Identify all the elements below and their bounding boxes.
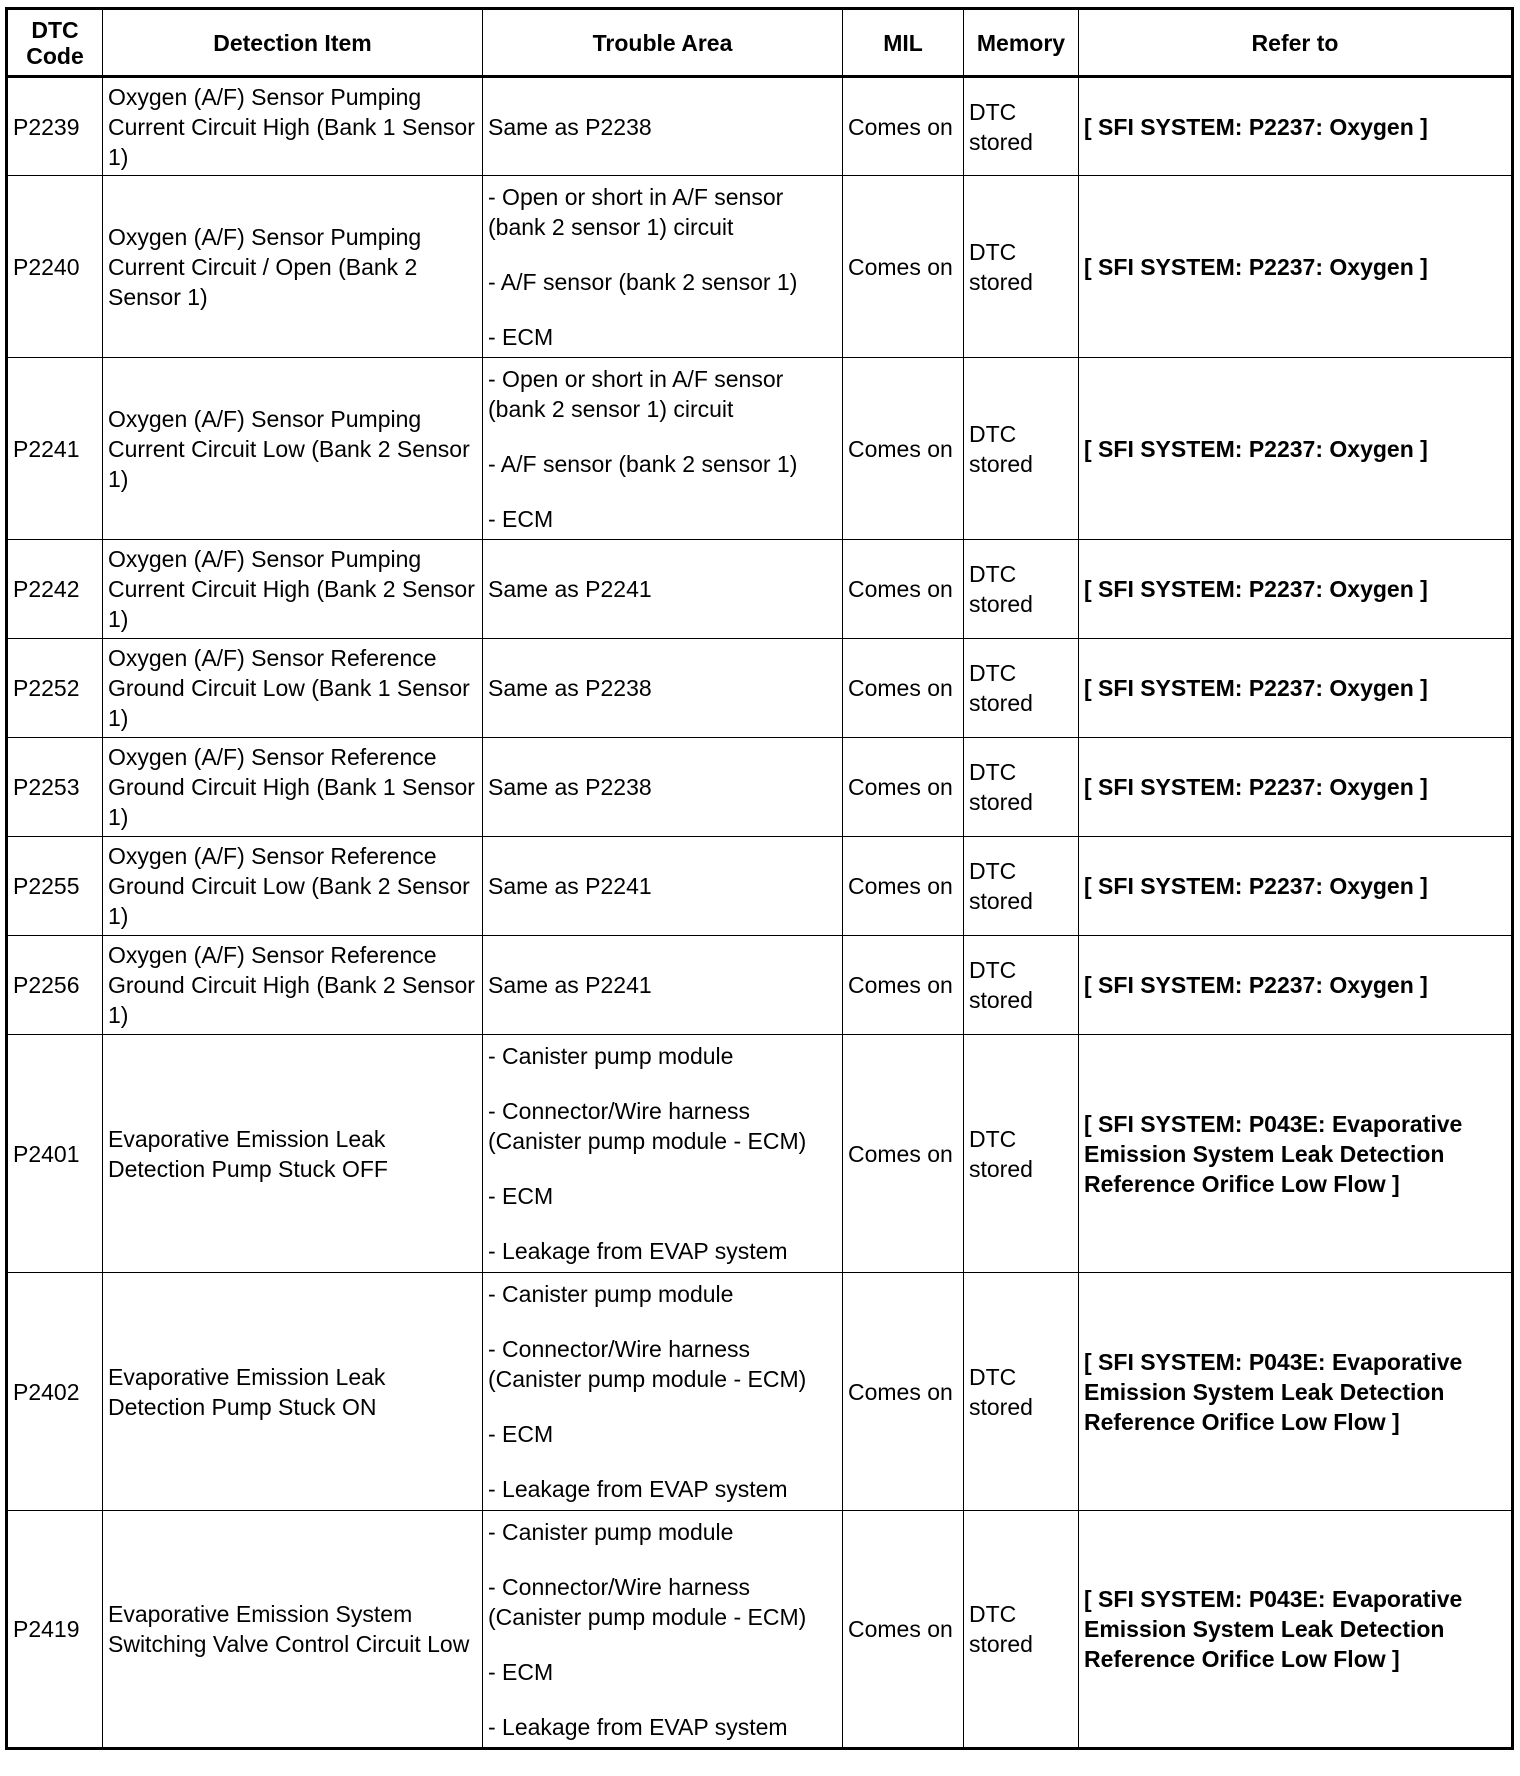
table-row (7, 1511, 1513, 1749)
detection-item-cell: Evaporative Emission System Switching Valve Control Circuit Low (103, 1511, 483, 1749)
trouble-area-cell (483, 176, 843, 358)
trouble-area-cell (483, 639, 843, 738)
memory-cell: DTC stored (964, 1035, 1079, 1273)
mil-cell: Comes on (843, 936, 964, 1035)
dtc-code-cell: P2242 (7, 540, 103, 639)
trouble-area-item: - Canister pump module (488, 1281, 734, 1307)
table-row (7, 77, 1513, 176)
header-dtc-code (7, 9, 103, 77)
header-dtc-line2: Code (26, 42, 84, 69)
mil-cell: Comes on (843, 837, 964, 936)
dtc-code-cell: P2255 (7, 837, 103, 936)
table-row (7, 176, 1513, 358)
trouble-area-item: Same as P2241 (488, 972, 652, 998)
memory-cell: DTC stored (964, 540, 1079, 639)
trouble-area-cell (483, 738, 843, 837)
trouble-area-cell (483, 1511, 843, 1749)
mil-cell: Comes on (843, 1273, 964, 1511)
dtc-code-cell: P2253 (7, 738, 103, 837)
table-row (7, 936, 1513, 1035)
memory-cell: DTC stored (964, 837, 1079, 936)
refer-to-cell: [ SFI SYSTEM: P2237: Oxygen ] (1079, 77, 1513, 176)
table-row (7, 639, 1513, 738)
mil-cell: Comes on (843, 358, 964, 540)
mil-cell: Comes on (843, 1035, 964, 1273)
trouble-area-item: - Canister pump module (488, 1043, 734, 1069)
table-row (7, 1035, 1513, 1273)
refer-to-cell: [ SFI SYSTEM: P2237: Oxygen ] (1079, 176, 1513, 358)
trouble-area-item: - ECM (488, 1183, 554, 1209)
header-memory: Memory (964, 9, 1079, 77)
mil-cell: Comes on (843, 540, 964, 639)
detection-item-cell: Evaporative Emission Leak Detection Pump Stuck OFF (103, 1035, 483, 1273)
trouble-area-item: Same as P2238 (488, 675, 652, 701)
trouble-area-item: - A/F sensor (bank 2 sensor 1) (488, 450, 798, 477)
trouble-area-item: - ECM (488, 505, 554, 532)
mil-cell: Comes on (843, 77, 964, 176)
memory-cell: DTC stored (964, 358, 1079, 540)
trouble-area-item: - Canister pump module (488, 1518, 734, 1545)
table-row (7, 540, 1513, 639)
trouble-area-item: - A/F sensor (bank 2 sensor 1) (488, 268, 798, 295)
refer-to-cell: [ SFI SYSTEM: P043E: Evaporative Emission System Leak Detection Reference Orifice Low Flow ] (1079, 1273, 1513, 1511)
detection-item-cell: Oxygen (A/F) Sensor Pumping Current Circuit Low (Bank 2 Sensor 1) (103, 358, 483, 540)
table-body (7, 77, 1513, 1749)
table-header (7, 9, 1513, 77)
memory-cell: DTC stored (964, 639, 1079, 738)
refer-to-cell: [ SFI SYSTEM: P2237: Oxygen ] (1079, 540, 1513, 639)
mil-cell: Comes on (843, 639, 964, 738)
refer-to-cell: [ SFI SYSTEM: P2237: Oxygen ] (1079, 738, 1513, 837)
header-mil: MIL (843, 9, 964, 77)
trouble-area-item: - ECM (488, 323, 554, 350)
trouble-area-cell (483, 1035, 843, 1273)
mil-cell: Comes on (843, 738, 964, 837)
dtc-table (5, 7, 1514, 1750)
refer-to-cell: [ SFI SYSTEM: P043E: Evaporative Emission System Leak Detection Reference Orifice Low Flow ] (1079, 1511, 1513, 1749)
trouble-area-item: Same as P2238 (488, 774, 652, 800)
header-row (7, 9, 1513, 77)
refer-to-cell: [ SFI SYSTEM: P2237: Oxygen ] (1079, 639, 1513, 738)
header-detection-item: Detection Item (103, 9, 483, 77)
table-row (7, 738, 1513, 837)
memory-cell: DTC stored (964, 77, 1079, 176)
header-dtc-line1: DTC (31, 16, 79, 43)
detection-item-cell: Oxygen (A/F) Sensor Pumping Current Circuit High (Bank 2 Sensor 1) (103, 540, 483, 639)
mil-cell: Comes on (843, 176, 964, 358)
dtc-code-cell: P2419 (7, 1511, 103, 1749)
detection-item-cell: Oxygen (A/F) Sensor Reference Ground Circuit High (Bank 2 Sensor 1) (103, 936, 483, 1035)
detection-item-cell: Oxygen (A/F) Sensor Reference Ground Circuit Low (Bank 2 Sensor 1) (103, 837, 483, 936)
detection-item-cell: Evaporative Emission Leak Detection Pump Stuck ON (103, 1273, 483, 1511)
dtc-code-cell: P2401 (7, 1035, 103, 1273)
trouble-area-item: - Open or short in A/F sensor (bank 2 sensor 1) circuit (488, 365, 784, 422)
table-row (7, 837, 1513, 936)
trouble-area-item: - Open or short in A/F sensor (bank 2 sensor 1) circuit (488, 183, 784, 240)
detection-item-cell: Oxygen (A/F) Sensor Reference Ground Circuit Low (Bank 1 Sensor 1) (103, 639, 483, 738)
trouble-area-item: - Leakage from EVAP system (488, 1713, 788, 1740)
memory-cell: DTC stored (964, 936, 1079, 1035)
trouble-area-item: - Connector/Wire harness (Canister pump module - ECM) (488, 1573, 807, 1630)
trouble-area-item: - Connector/Wire harness (Canister pump module - ECM) (488, 1336, 807, 1392)
trouble-area-cell (483, 358, 843, 540)
trouble-area-item: Same as P2241 (488, 576, 652, 602)
trouble-area-cell (483, 936, 843, 1035)
detection-item-cell: Oxygen (A/F) Sensor Reference Ground Circuit High (Bank 1 Sensor 1) (103, 738, 483, 837)
dtc-code-cell: P2239 (7, 77, 103, 176)
memory-cell: DTC stored (964, 176, 1079, 358)
header-trouble-area: Trouble Area (483, 9, 843, 77)
trouble-area-item: - Leakage from EVAP system (488, 1476, 788, 1502)
dtc-code-cell: P2240 (7, 176, 103, 358)
trouble-area-cell (483, 1273, 843, 1511)
mil-cell: Comes on (843, 1511, 964, 1749)
memory-cell: DTC stored (964, 1511, 1079, 1749)
trouble-area-cell (483, 77, 843, 176)
refer-to-cell: [ SFI SYSTEM: P2237: Oxygen ] (1079, 936, 1513, 1035)
header-refer-to: Refer to (1079, 9, 1513, 77)
dtc-code-cell: P2241 (7, 358, 103, 540)
trouble-area-item: - Connector/Wire harness (Canister pump module - ECM) (488, 1098, 807, 1154)
memory-cell: DTC stored (964, 738, 1079, 837)
table-row (7, 1273, 1513, 1511)
trouble-area-item: Same as P2241 (488, 873, 652, 899)
trouble-area-item: - Leakage from EVAP system (488, 1238, 788, 1264)
refer-to-cell: [ SFI SYSTEM: P043E: Evaporative Emission System Leak Detection Reference Orifice Low Flow ] (1079, 1035, 1513, 1273)
trouble-area-cell (483, 837, 843, 936)
trouble-area-item: - ECM (488, 1421, 554, 1447)
detection-item-cell: Oxygen (A/F) Sensor Pumping Current Circuit High (Bank 1 Sensor 1) (103, 77, 483, 176)
trouble-area-cell (483, 540, 843, 639)
trouble-area-item: - ECM (488, 1658, 554, 1685)
dtc-code-cell: P2252 (7, 639, 103, 738)
table-row (7, 358, 1513, 540)
trouble-area-item: Same as P2238 (488, 113, 652, 140)
dtc-code-cell: P2402 (7, 1273, 103, 1511)
dtc-code-cell: P2256 (7, 936, 103, 1035)
refer-to-cell: [ SFI SYSTEM: P2237: Oxygen ] (1079, 358, 1513, 540)
detection-item-cell: Oxygen (A/F) Sensor Pumping Current Circuit / Open (Bank 2 Sensor 1) (103, 176, 483, 358)
memory-cell: DTC stored (964, 1273, 1079, 1511)
refer-to-cell: [ SFI SYSTEM: P2237: Oxygen ] (1079, 837, 1513, 936)
